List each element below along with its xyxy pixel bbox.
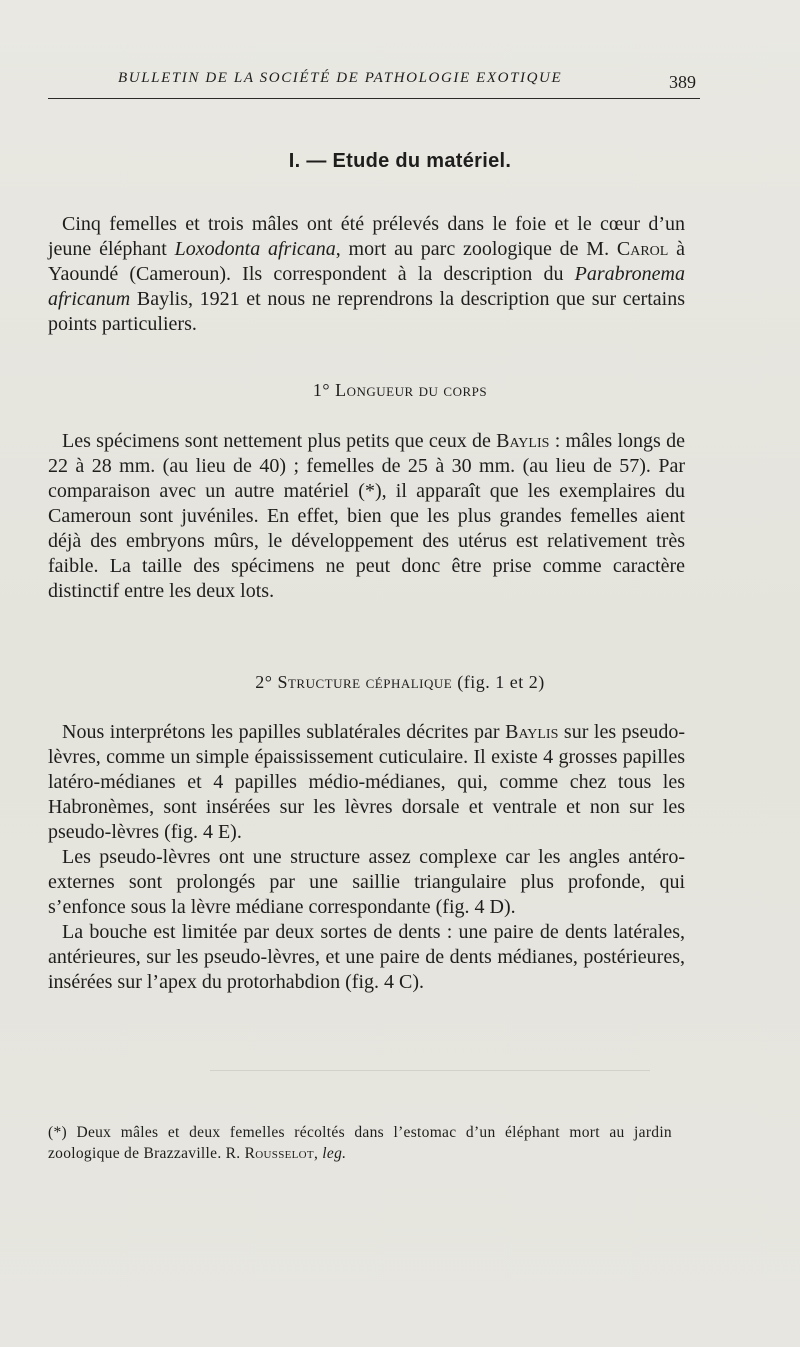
author-name: Carol: [616, 238, 669, 260]
length-text-part: : mâles longs de 22 à 28 mm. (au lieu de 40) ; femelles de 25 à 30 mm. (au lieu de 57). Par comparaison avec un autre matériel (*), il apparaît que les exemplaires du Cameroun sont juvéniles. En effet, bien que les plus grandes femelles aient déjà des embryons mûrs, le développement des utérus est relativement très faible. La taille des spécimens ne peut donc être prise comme caractère distinctif entre les deux lots.: [48, 430, 685, 602]
footnote-punctuation: ,: [313, 1145, 323, 1162]
footnote-leg: leg.: [322, 1145, 347, 1162]
footnote-text: [48, 1122, 672, 1164]
cephalic-text-part: Nous interprétons les papilles sublatérales décrites par: [62, 721, 506, 743]
heading-number: 1°: [312, 380, 331, 400]
journal-title: BULLETIN DE LA SOCIÉTÉ DE PATHOLOGIE EXOTIQUE: [118, 70, 563, 86]
taxon-name: Parabronema africanum: [48, 263, 685, 310]
author-name: Rousselot: [244, 1145, 314, 1162]
heading-number: 2°: [255, 672, 273, 692]
heading-text: Longueur du corps: [335, 380, 488, 400]
section-heading: I. — Etude du matériel.: [288, 150, 512, 172]
length-text: [48, 429, 685, 604]
running-header: [48, 66, 700, 99]
figure-reference: (fig. 1 et 2): [452, 672, 545, 692]
intro-text-part: Baylis, 1921 et nous ne reprendrons la description que sur certains points particuliers.: [48, 288, 685, 335]
footnote-body: Deux mâles et deux femelles récoltés dans l’estomac d’un éléphant mort au jardin zoologique de Brazzaville. R.: [48, 1124, 672, 1162]
length-text-part: Les spécimens sont nettement plus petits que ceux de: [62, 430, 497, 452]
author-name: Baylis: [505, 721, 559, 743]
intro-text-part: Cinq femelles et trois mâles ont été prélevés dans le foie et le cœur d’un jeune éléphant: [48, 213, 685, 260]
taxon-name: Loxodonta africana: [174, 238, 336, 260]
cephalic-text-part: sur les pseudo-lèvres, comme un simple épaississement cuticulaire. Il existe 4 grosses papilles latéro-médianes et 4 papilles médio-médianes, qui, comme chez tous les Habronèmes, sont insérées sur les lèvres dorsale et ventrale et non sur les pseudo-lèvres (fig. 4 E).: [48, 721, 685, 843]
cephalic-paragraph-2: Les pseudo-lèvres ont une structure assez complexe car les angles antéro-externes sont prolongés par une saillie triangulaire plus profonde, qui s’enfonce sous la lèvre médiane correspondante (fig. 4 D).: [48, 846, 685, 918]
intro-text-part: à Yaoundé (Cameroun). Ils correspondent à la description du: [48, 238, 685, 285]
intro-paragraph: [48, 212, 685, 337]
cephalic-paragraph-3: La bouche est limitée par deux sortes de dents : une paire de dents latérales, antérieures, sur les pseudo-lèvres, et une paire de dents médianes, postérieures, insérées sur l’apex du protorhabdion (fig. 4 C).: [48, 921, 685, 993]
heading-text: Structure céphalique: [277, 672, 453, 692]
subsection-heading-length: [0, 380, 800, 401]
subsection-heading-cephalic: [0, 672, 800, 693]
intro-text: [48, 212, 685, 337]
intro-text-part: , mort au parc zoologique de M.: [335, 238, 617, 260]
cephalic-paragraph-1: [48, 720, 685, 845]
length-paragraph: [48, 429, 685, 604]
footnote-mark: (*): [48, 1124, 67, 1141]
footnote: [48, 1122, 672, 1164]
cephalic-paragraphs: [48, 720, 685, 995]
page-number: 389: [669, 72, 696, 92]
author-name: Baylis: [496, 430, 550, 452]
